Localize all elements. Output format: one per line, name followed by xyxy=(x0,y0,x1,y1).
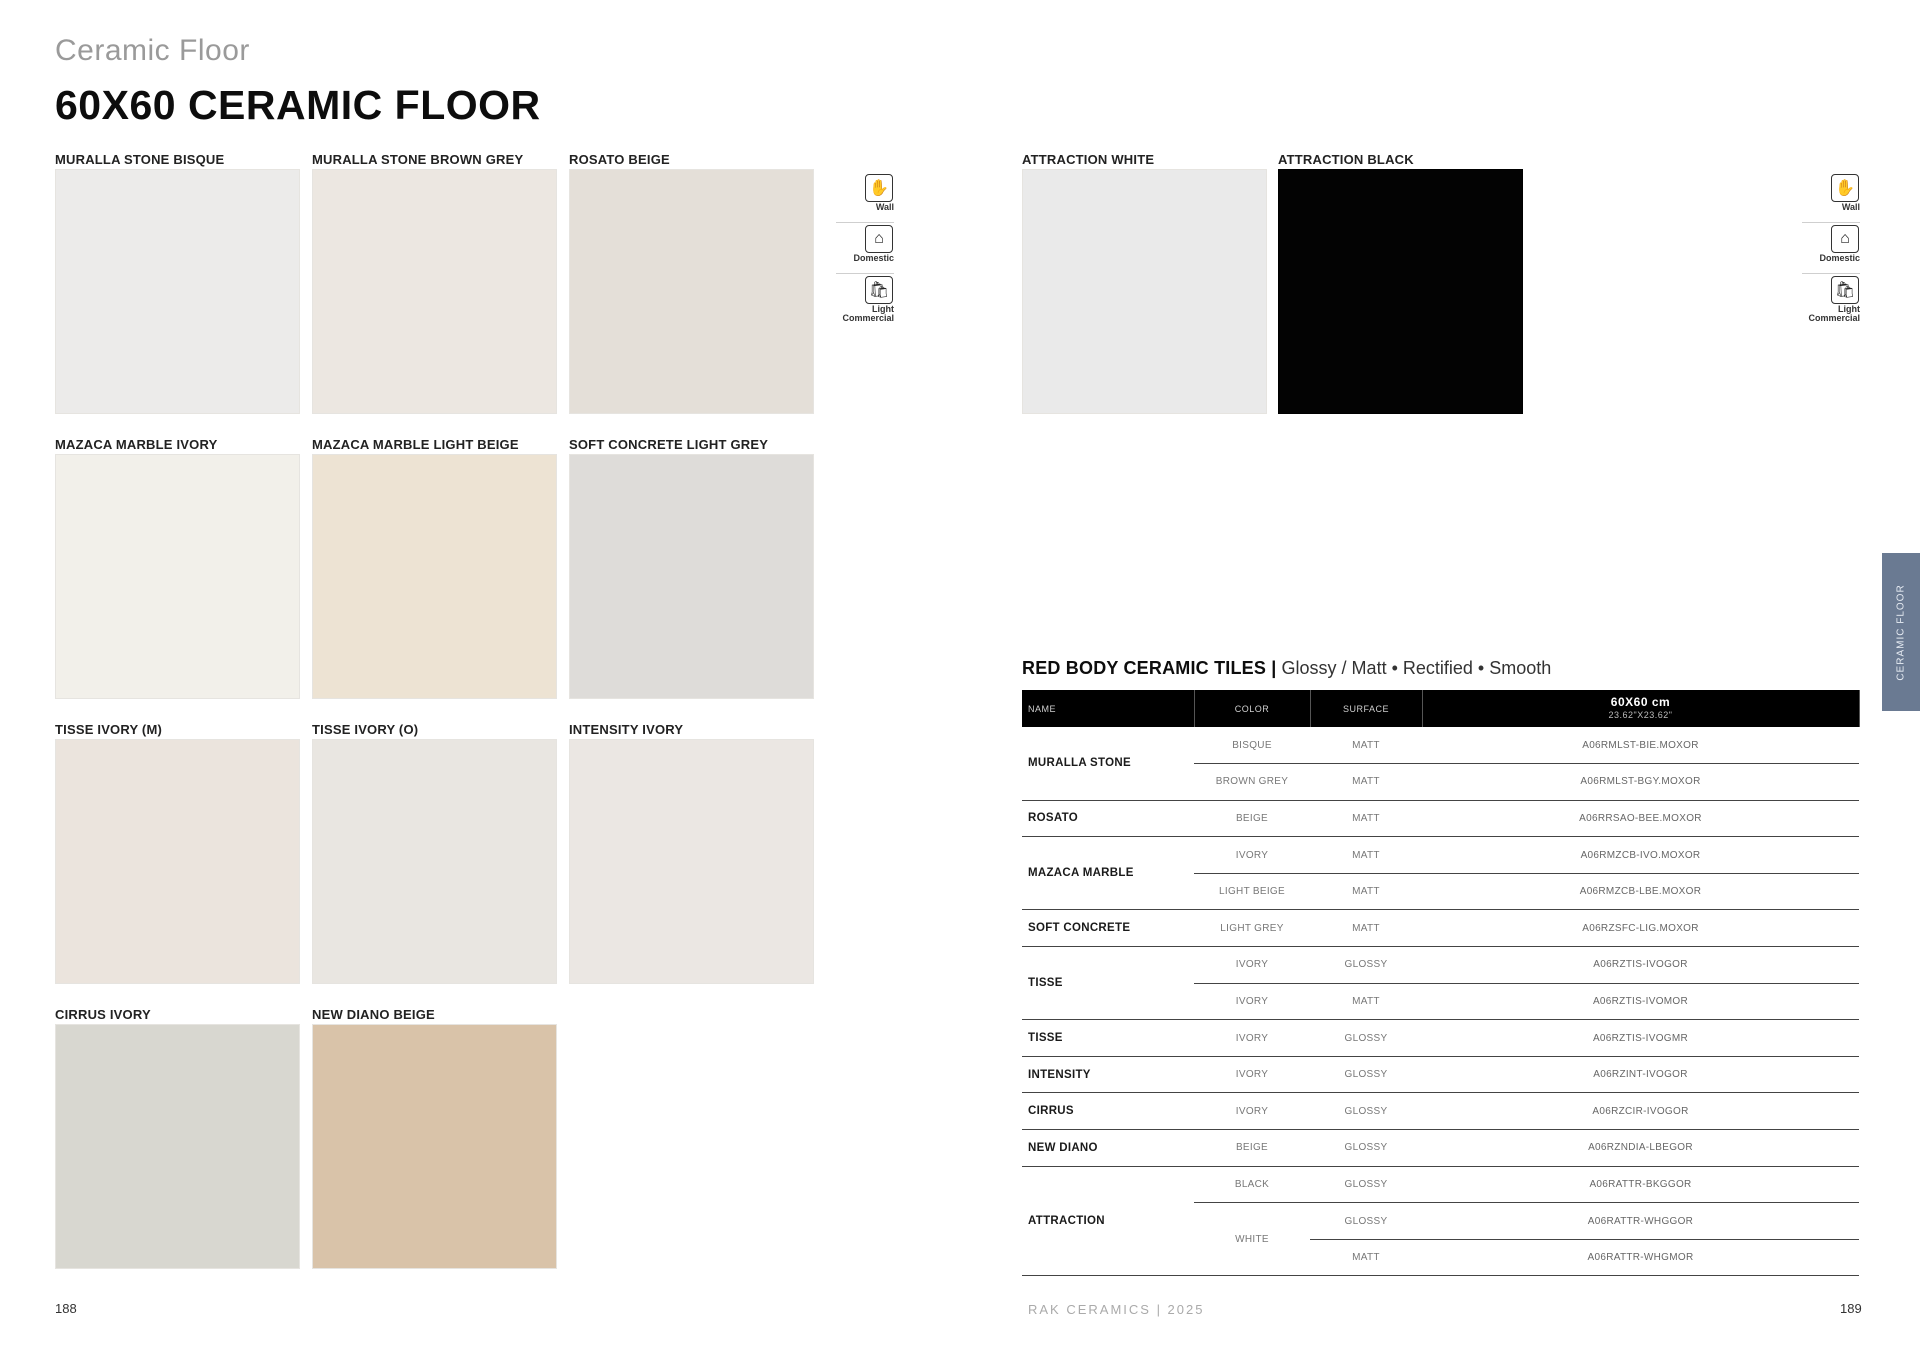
tile-card xyxy=(55,437,300,453)
cell-surface: MATT xyxy=(1310,873,1422,910)
header-color: COLOR xyxy=(1194,690,1310,727)
cell-name: MAZACA MARBLE xyxy=(1022,837,1194,910)
usage-item xyxy=(836,274,894,325)
cell-code: A06RZTIS-IVOGOR xyxy=(1422,947,1859,984)
usage-label: Domestic xyxy=(853,253,894,263)
usage-label: Wall xyxy=(875,202,894,212)
cell-code: A06RZTIS-IVOGMR xyxy=(1422,1020,1859,1057)
tile-card xyxy=(569,152,814,168)
cell-color: BROWN GREY xyxy=(1194,764,1310,801)
cell-surface: MATT xyxy=(1310,1239,1422,1276)
tile-swatch xyxy=(312,169,557,414)
table-row xyxy=(1022,1020,1859,1057)
tile-name: NEW DIANO BEIGE xyxy=(312,1007,435,1022)
table-header-row xyxy=(1022,690,1859,727)
header-size xyxy=(1422,690,1859,727)
cell-color: IVORY xyxy=(1194,1093,1310,1130)
tile-name: ROSATO BEIGE xyxy=(569,152,670,167)
tile-swatch xyxy=(1022,169,1267,414)
table-row xyxy=(1022,837,1859,874)
usage-label: Domestic xyxy=(1819,253,1860,263)
house-icon: ⌂ xyxy=(1831,225,1859,253)
cell-color: IVORY xyxy=(1194,1020,1310,1057)
hand-icon: ✋ xyxy=(865,174,893,202)
page-number: 188 xyxy=(55,1301,77,1316)
cell-name: TISSE xyxy=(1022,947,1194,1020)
cell-color: IVORY xyxy=(1194,1056,1310,1093)
page-title: 60X60 CERAMIC FLOOR xyxy=(55,82,541,128)
tile-swatch xyxy=(312,739,557,984)
usage-label: Wall xyxy=(1841,202,1860,212)
tile-swatch xyxy=(55,169,300,414)
shopping-bag-icon: 🛍 xyxy=(865,276,893,304)
table-row xyxy=(1022,1166,1859,1203)
tile-card xyxy=(569,722,814,738)
usage-item xyxy=(1802,172,1860,223)
cell-surface: MATT xyxy=(1310,910,1422,947)
table-row xyxy=(1022,910,1859,947)
cell-code: A06RMLST-BGY.MOXOR xyxy=(1422,764,1859,801)
table-heading xyxy=(1022,658,1551,679)
tile-name: TISSE IVORY (O) xyxy=(312,722,419,737)
tile-name: INTENSITY IVORY xyxy=(569,722,684,737)
cell-code: A06RATTR-WHGMOR xyxy=(1422,1239,1859,1276)
tile-swatch xyxy=(1278,169,1523,414)
cell-surface: MATT xyxy=(1310,764,1422,801)
hand-icon: ✋ xyxy=(1831,174,1859,202)
cell-name: ATTRACTION xyxy=(1022,1166,1194,1276)
cell-surface: GLOSSY xyxy=(1310,947,1422,984)
cell-code: A06RZINT-IVOGOR xyxy=(1422,1056,1859,1093)
header-surface: SURFACE xyxy=(1310,690,1422,727)
tile-name: CIRRUS IVORY xyxy=(55,1007,151,1022)
tile-card xyxy=(1278,152,1523,168)
tile-swatch xyxy=(569,739,814,984)
tile-swatch xyxy=(55,454,300,699)
table-row xyxy=(1022,1056,1859,1093)
usage-label: Light Commercial xyxy=(1808,304,1860,323)
header-size-sub: 23.62"X23.62" xyxy=(1608,709,1673,720)
cell-color: BEIGE xyxy=(1194,800,1310,837)
cell-color: BLACK xyxy=(1194,1166,1310,1203)
cell-code: A06RZTIS-IVOMOR xyxy=(1422,983,1859,1020)
tile-card xyxy=(55,722,300,738)
cell-surface: GLOSSY xyxy=(1310,1166,1422,1203)
table-row xyxy=(1022,800,1859,837)
tile-card xyxy=(312,1007,557,1023)
tile-swatch xyxy=(312,1024,557,1269)
cell-surface: MATT xyxy=(1310,837,1422,874)
cell-color: IVORY xyxy=(1194,983,1310,1020)
cell-code: A06RMZCB-IVO.MOXOR xyxy=(1422,837,1859,874)
usage-item xyxy=(836,223,894,274)
spec-table xyxy=(1022,690,1860,1276)
cell-surface: GLOSSY xyxy=(1310,1203,1422,1240)
tile-card xyxy=(55,152,300,168)
tile-swatch xyxy=(569,169,814,414)
cell-surface: GLOSSY xyxy=(1310,1093,1422,1130)
tile-name: ATTRACTION BLACK xyxy=(1278,152,1414,167)
tile-name: TISSE IVORY (M) xyxy=(55,722,163,737)
cell-code: A06RZCIR-IVOGOR xyxy=(1422,1093,1859,1130)
table-row xyxy=(1022,947,1859,984)
cell-name: SOFT CONCRETE xyxy=(1022,910,1194,947)
section-side-tab[interactable] xyxy=(1882,553,1920,711)
tile-name: ATTRACTION WHITE xyxy=(1022,152,1155,167)
usage-item xyxy=(1802,274,1860,325)
footer-brand: RAK CERAMICS | 2025 xyxy=(1028,1302,1205,1317)
cell-code: A06RZSFC-LIG.MOXOR xyxy=(1422,910,1859,947)
tile-card xyxy=(312,437,557,453)
tile-swatch xyxy=(55,739,300,984)
cell-surface: MATT xyxy=(1310,800,1422,837)
tile-name: MAZACA MARBLE LIGHT BEIGE xyxy=(312,437,519,452)
usage-icons xyxy=(836,172,894,325)
side-tab-label: CERAMIC FLOOR xyxy=(1895,583,1907,681)
tile-name: MURALLA STONE BISQUE xyxy=(55,152,225,167)
tile-swatch xyxy=(55,1024,300,1269)
usage-item xyxy=(1802,223,1860,274)
cell-color: IVORY xyxy=(1194,837,1310,874)
right-page xyxy=(960,0,1920,1358)
cell-name: MURALLA STONE xyxy=(1022,727,1194,800)
header-name: NAME xyxy=(1022,690,1194,727)
cell-code: A06RATTR-WHGGOR xyxy=(1422,1203,1859,1240)
cell-code: A06RRSAO-BEE.MOXOR xyxy=(1422,800,1859,837)
cell-name: NEW DIANO xyxy=(1022,1130,1194,1167)
cell-color: WHITE xyxy=(1194,1203,1310,1276)
cell-color: LIGHT GREY xyxy=(1194,910,1310,947)
cell-surface: GLOSSY xyxy=(1310,1020,1422,1057)
table-heading-light: Glossy / Matt • Rectified • Smooth xyxy=(1281,658,1552,678)
header-size-label: 60X60 cm xyxy=(1610,694,1671,709)
shopping-bag-icon: 🛍 xyxy=(1831,276,1859,304)
cell-surface: MATT xyxy=(1310,983,1422,1020)
cell-color: BISQUE xyxy=(1194,727,1310,764)
cell-code: A06RZNDIA-LBEGOR xyxy=(1422,1130,1859,1167)
tile-card xyxy=(312,722,557,738)
tile-name: MURALLA STONE BROWN GREY xyxy=(312,152,524,167)
table-row xyxy=(1022,1093,1859,1130)
tile-card xyxy=(1022,152,1267,168)
cell-color: LIGHT BEIGE xyxy=(1194,873,1310,910)
table-row xyxy=(1022,1130,1859,1167)
cell-name: INTENSITY xyxy=(1022,1056,1194,1093)
usage-item xyxy=(836,172,894,223)
tile-swatch xyxy=(569,454,814,699)
tile-name: SOFT CONCRETE LIGHT GREY xyxy=(569,437,769,452)
cell-name: ROSATO xyxy=(1022,800,1194,837)
tile-swatch xyxy=(312,454,557,699)
tile-card xyxy=(312,152,557,168)
usage-icons xyxy=(1802,172,1860,325)
table-row xyxy=(1022,727,1859,764)
tile-card xyxy=(569,437,814,453)
page-number: 189 xyxy=(1840,1301,1862,1316)
section-kicker: Ceramic Floor xyxy=(55,34,250,67)
cell-code: A06RMLST-BIE.MOXOR xyxy=(1422,727,1859,764)
table-heading-bold: RED BODY CERAMIC TILES | xyxy=(1022,658,1277,678)
cell-name: CIRRUS xyxy=(1022,1093,1194,1130)
cell-color: IVORY xyxy=(1194,947,1310,984)
tile-card xyxy=(55,1007,300,1023)
cell-code: A06RATTR-BKGGOR xyxy=(1422,1166,1859,1203)
cell-color: BEIGE xyxy=(1194,1130,1310,1167)
cell-code: A06RMZCB-LBE.MOXOR xyxy=(1422,873,1859,910)
house-icon: ⌂ xyxy=(865,225,893,253)
usage-label: Light Commercial xyxy=(842,304,894,323)
cell-surface: MATT xyxy=(1310,727,1422,764)
cell-surface: GLOSSY xyxy=(1310,1056,1422,1093)
cell-name: TISSE xyxy=(1022,1020,1194,1057)
tile-name: MAZACA MARBLE IVORY xyxy=(55,437,218,452)
cell-surface: GLOSSY xyxy=(1310,1130,1422,1167)
